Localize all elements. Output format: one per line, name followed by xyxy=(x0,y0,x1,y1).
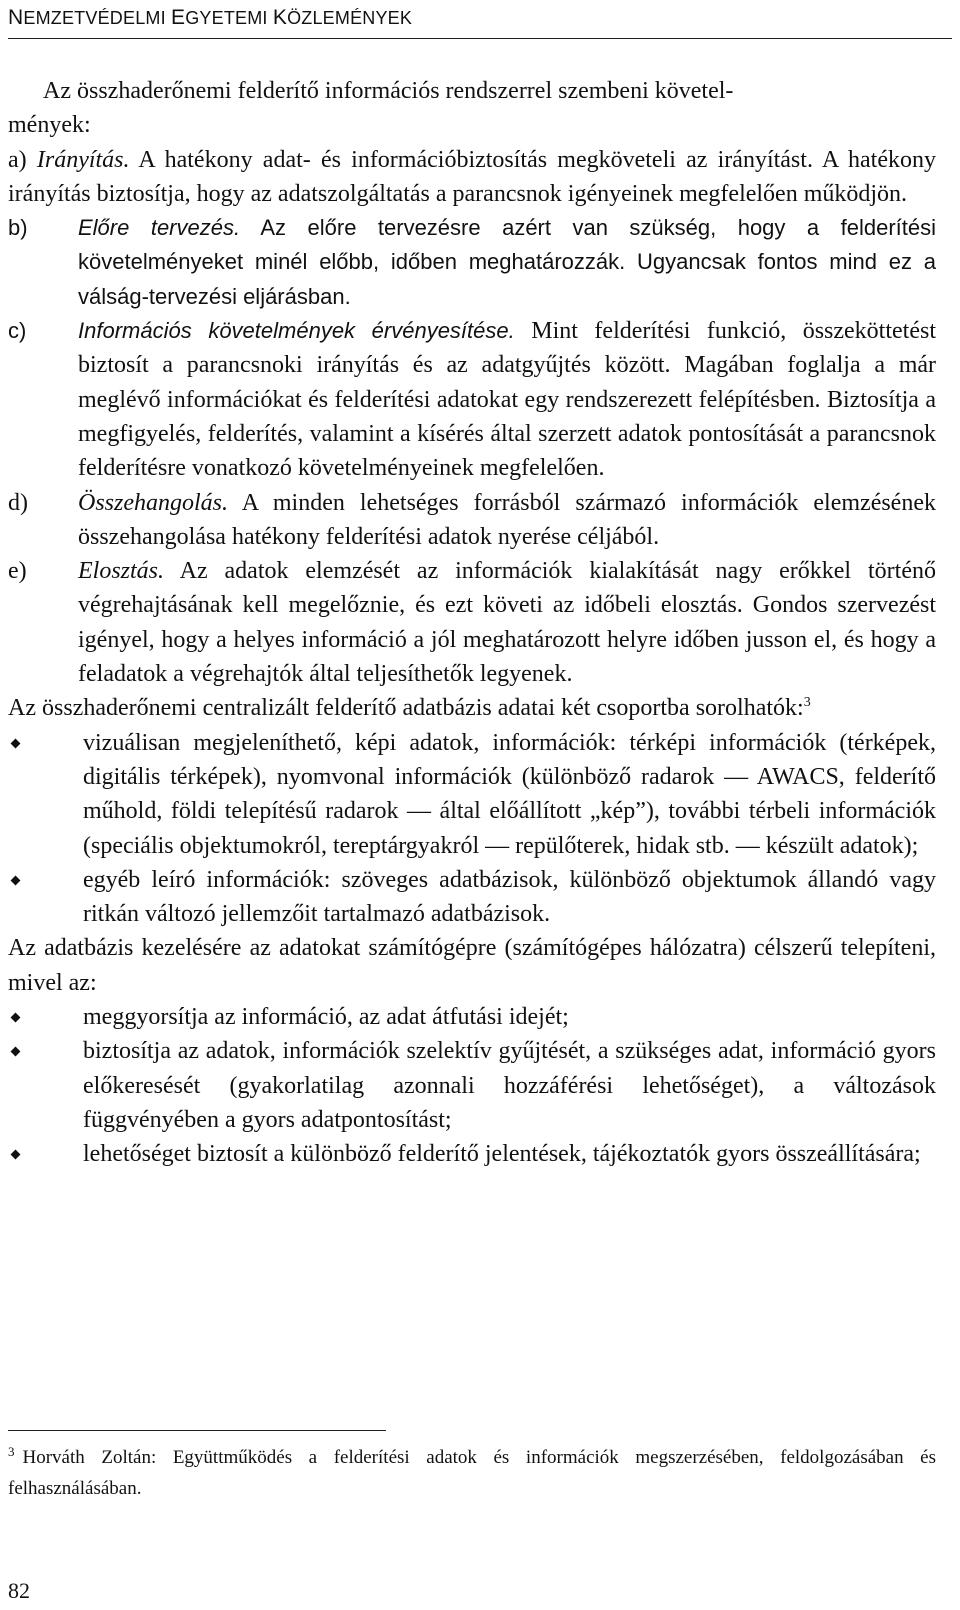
bullet-diamond-icon xyxy=(11,1047,21,1057)
bullet-item: meggyorsítja az információ, az adat átfutási idejét; xyxy=(8,1000,936,1034)
item-e: e) Elosztás. Az adatok elemzését az információk kialakítását nagy erőkkel történő végrehajtásának kell megelőznie, és ezt követi az időbeli elosztás. Gondos szervezést igényel, hogy a helyes információ a jól meghatározott helyre időben jusson el, és hogy a feladatok a végrehajtók által teljesíthetők legyenek. xyxy=(8,558,936,688)
paragraph-computer: Az adatbázis kezelésére az adatokat számítógépre (számítógépes hálózatra) célszerű telepíteni, mivel az: xyxy=(8,935,936,996)
body-text xyxy=(8,74,936,1172)
paragraph-databases: Az összhaderőnemi centralizált felderítő adatbázis adatai két csoportba sorolhatók:$^3$ xyxy=(8,695,811,722)
footnote: $^3$ Horváth Zoltán: Együttműködés a felderítési adatok és információk megszerzésében, feldolgozásában és felhasználásában. xyxy=(8,1443,936,1499)
item-a: a) Irányítás. A hatékony adat- és információbiztosítás megköveteli az irányítást. A hatékony irányítás biztosítja, hogy az adatszolgáltatás a parancsnok igényeinek megfelelően működjön. xyxy=(8,146,936,207)
bullet-item: lehetőséget biztosít a különböző felderítő jelentések, tájékoztatók gyors összeállítására; xyxy=(8,1137,936,1171)
bullet-diamond-icon xyxy=(11,1013,21,1023)
bullet-diamond-icon xyxy=(11,738,21,748)
intro-paragraph: Az összhaderőnemi felderítő információs rendszerrel szembeni követel- xyxy=(43,78,734,104)
item-d: d) Összehangolás. A minden lehetséges forrásból származó információk elemzésének összehangolása hatékony felderítési adatok nyerése céljából. xyxy=(8,489,936,550)
bullet-diamond-icon xyxy=(11,875,21,885)
running-header: NEMZETVÉDELMI EGYETEMI KÖZLEMÉNYEK xyxy=(8,6,413,29)
footnote-divider xyxy=(8,1430,386,1431)
item-c: c) Információs követelmények érvényesítése. Mint felderítési funkció, összeköttetést biztosít a parancsnoki irányítás és az adatgyűjtés között. Magában foglalja a már meglévő információkat és felderítési adatokat egy rendszerezett felépítésben. Biztosítja a megfigyelés, felderítés, valamint a kísérés által szerzett adatok pontosítását a parancsnok felderítésre vonatkozó követelményeinek megfelelően. xyxy=(8,318,936,482)
bullet-item: biztosítja az adatok, információk szelektív gyűjtését, a szükséges adat, információ gyors előkeresését (gyakorlatilag azonnali hozzáférési lehetőséget), a változások függvényében a gyors adatpontosítást; xyxy=(8,1034,936,1137)
header-divider xyxy=(8,38,952,39)
intro-paragraph-cont: mények: xyxy=(8,112,91,139)
bullet-item: egyéb leíró információk: szöveges adatbázisok, különböző objektumok állandó vagy ritkán változó jellemzőit tartalmazó adatbázisok. xyxy=(8,863,936,932)
page-number: 82 xyxy=(8,1578,30,1603)
item-b: b) Előre tervezés. Az előre tervezésre azért van szükség, hogy a felderítési követelményeket minél előbb, időben meghatározzák. Ugyancsak fontos mind ez a válság-tervezési eljárásban. xyxy=(8,215,936,309)
bullet-item: vizuálisan megjeleníthető, képi adatok, információk: térképi információk (térképek, digitális térképek), nyomvonal információk (különböző radarok — AWACS, felderítő műhold, földi telepítésű radarok — által előállított „kép”), további térbeli információk (speciális objektumokról, tereptárgyakról — repülőterek, hidak stb. — készült adatok); xyxy=(8,726,936,863)
bullet-diamond-icon xyxy=(11,1150,21,1160)
